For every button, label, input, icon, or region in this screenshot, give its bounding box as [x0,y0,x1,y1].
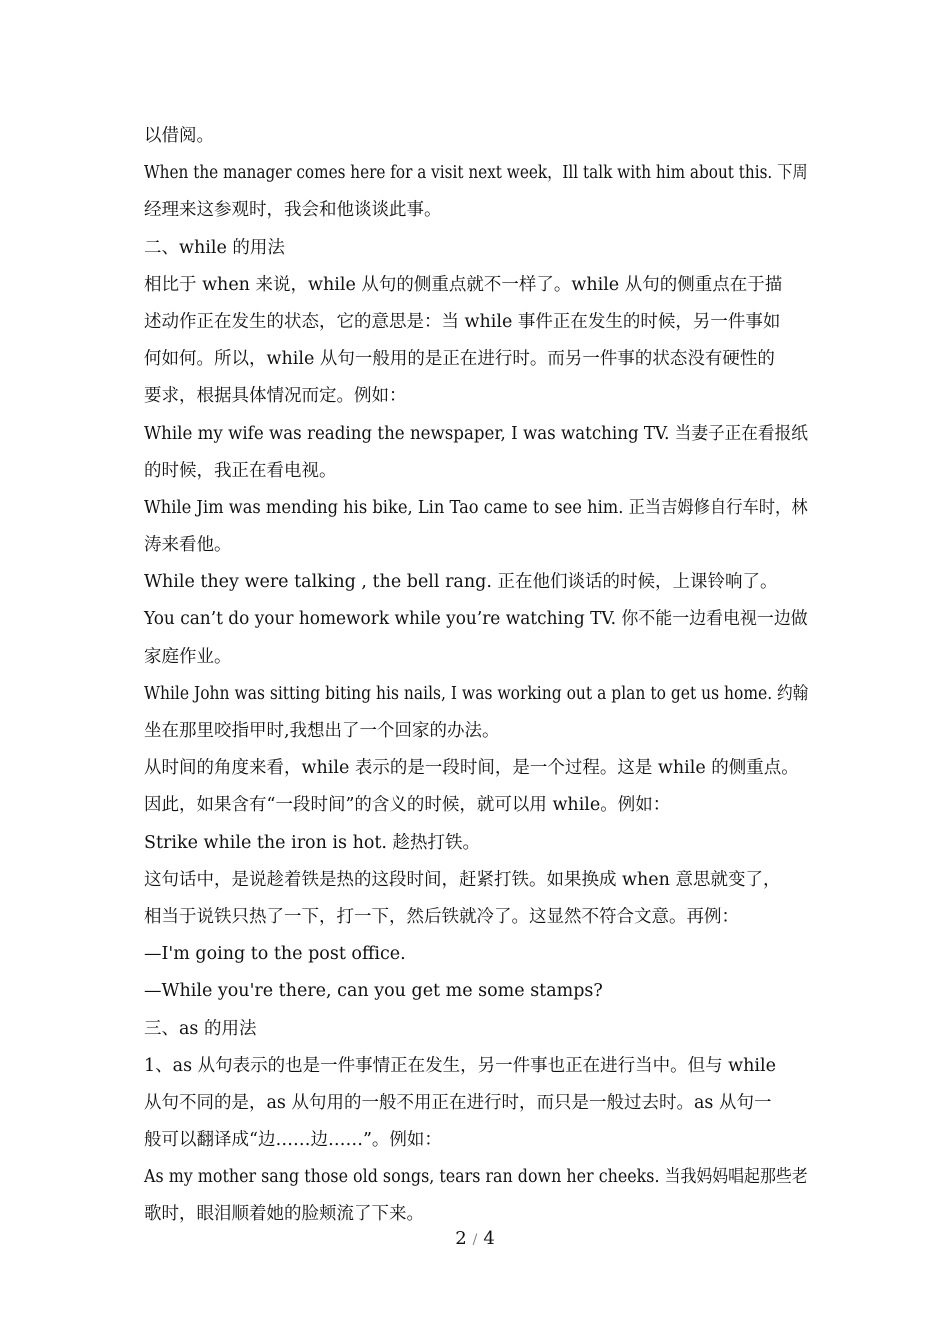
text-line: 家庭作业。 [144,646,232,667]
text-line: 从时间的角度来看，while 表示的是一段时间，是一个过程。这是 while 的侧重点。 [144,758,799,779]
text-line: 因此，如果含有“一段时间”的含义的时候，就可以用 while。例如： [144,795,671,816]
total-pages: 4 [483,1228,495,1249]
text-line: —While you're there, can you get me some stamps? [144,981,603,1002]
text-line: 何如何。所以，while 从句一般用的是正在进行时。而另一件事的状态没有硬性的 [144,349,775,370]
text-line: As my mother sang those old songs, tears ran down her cheeks. 当我妈妈唱起那些老 [144,1167,808,1188]
text-line: While my wife was reading the newspaper, I was watching TV. 当妻子正在看报纸 [144,423,808,444]
text-line: 的时候，我正在看电视。 [144,460,337,481]
text-line: Strike while the iron is hot. 趁热打铁。 [144,832,481,853]
text-line: 三、as 的用法 [144,1018,257,1039]
text-line: While Jim was mending his bike, Lin Tao came to see him. 正当吉姆修自行车时，林 [144,497,808,518]
text-line: 歌时，眼泪顺着她的脸颊流了下来。 [144,1204,424,1225]
current-page: 2 [455,1228,467,1249]
text-line: 坐在那里咬指甲时,我想出了一个回家的办法。 [144,721,500,741]
text-line: 以借阅。 [144,126,214,146]
text-line: 相比于 when 来说，while 从句的侧重点就不一样了。while 从句的侧重点在于描 [144,274,783,295]
text-line: 相当于说铁只热了一下，打一下，然后铁就冷了。这显然不符合文意。再例： [144,906,739,927]
text-line: 述动作正在发生的状态，它的意思是：当 while 事件正在发生的时候，另一件事如 [144,311,781,332]
text-line: —I'm going to the post office. [144,944,406,965]
text-line: 1、as 从句表示的也是一件事情正在发生，另一件事也正在进行当中。但与 while [144,1055,776,1076]
text-line: 从句不同的是，as 从句用的一般不用正在进行时，而只是一般过去时。as 从句一 [144,1092,772,1113]
text-line: When the manager comes here for a visit next week，Ill talk with him about this. 下周 [144,163,808,184]
text-line: 二、while 的用法 [144,237,285,258]
document-body [144,118,808,1234]
text-line: You can’t do your homework while you’re watching TV. 你不能一边看电视一边做 [144,609,808,630]
text-line: 经理来这参观时，我会和他谈谈此事。 [144,200,442,221]
text-line: 这句话中，是说趁着铁是热的这段时间，赶紧打铁。如果换成 when 意思就变了， [144,869,781,890]
page-number [0,1228,950,1249]
text-line: 般可以翻译成“边……边……”。例如： [144,1130,442,1151]
text-line: 要求，根据具体情况而定。例如： [144,386,407,407]
text-line: While John was sitting biting his nails, I was working out a plan to get us home. 约翰 [144,683,809,704]
page-separator: / [472,1232,478,1248]
text-line: 涛来看他。 [144,535,232,556]
text-line: While they were talking , the bell rang. 正在他们谈话的时候，上课铃响了。 [144,572,778,593]
